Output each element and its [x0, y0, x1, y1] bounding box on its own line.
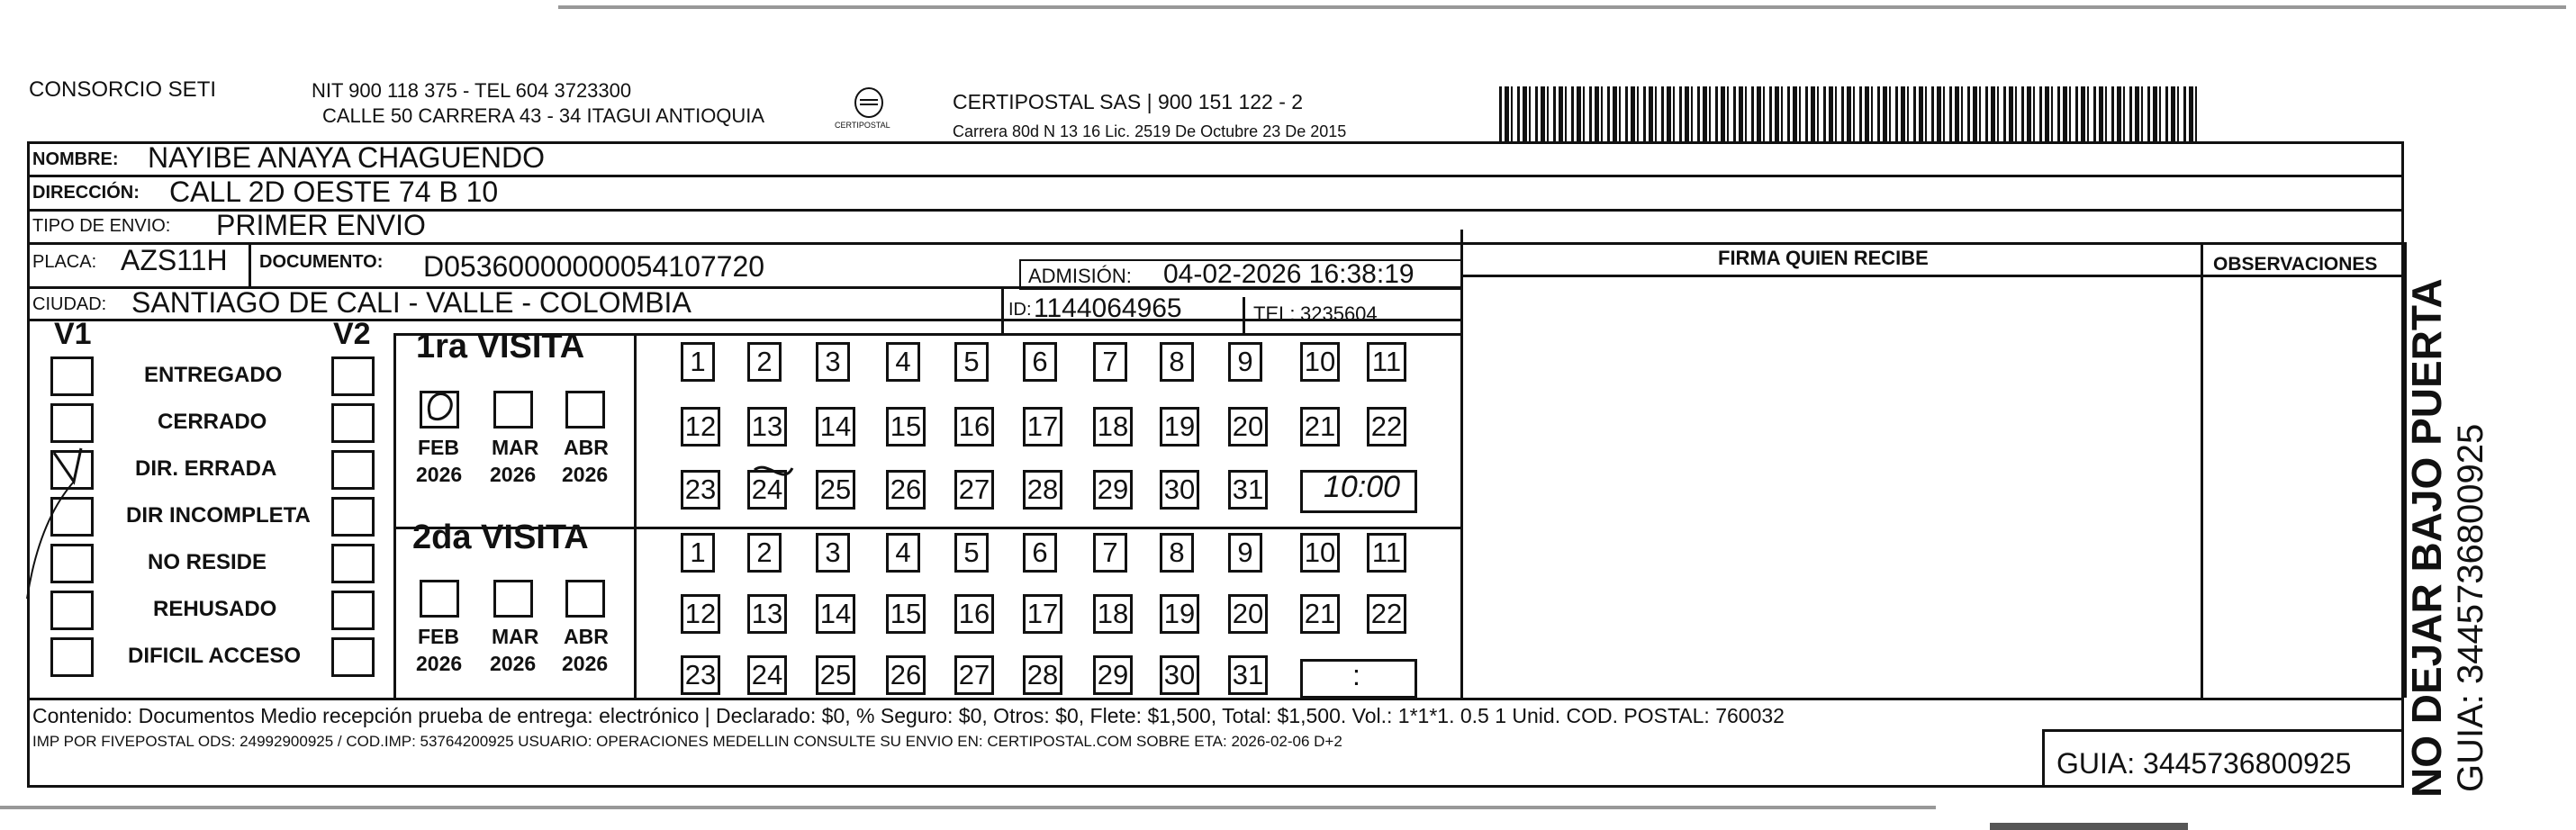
day-box[interactable]: 21	[1300, 594, 1340, 634]
day-box[interactable]: 21	[1300, 407, 1340, 447]
documento-label: DOCUMENTO:	[259, 252, 384, 272]
observaciones-header: OBSERVACIONES	[2213, 254, 2378, 275]
day-box[interactable]: 22	[1367, 594, 1406, 634]
day-box[interactable]: 17	[1023, 407, 1062, 447]
barcode	[1499, 86, 2201, 144]
status-label: ENTREGADO	[144, 363, 283, 387]
day-box[interactable]: 31	[1228, 470, 1268, 510]
day-box[interactable]: 18	[1093, 594, 1133, 634]
day-box[interactable]: 29	[1093, 655, 1133, 695]
day-box[interactable]: 22	[1367, 407, 1406, 447]
second-visit-heading: 2da VISITA	[412, 519, 589, 556]
day-box[interactable]: 7	[1093, 533, 1127, 573]
imp-text: IMP POR FIVEPOSTAL ODS: 24992900925 / COD.IMP: 53764200925 USUARIO: OPERACIONES MEDELLIN CONSULTE SU ENVIO EN: CERTIPOSTAL.COM SOBRE ETA: 2026-02-06 D+2	[32, 733, 1342, 750]
direccion-value: CALL 2D OESTE 74 B 10	[169, 176, 499, 208]
month-year: 2026	[562, 652, 609, 675]
day-box[interactable]: 23	[681, 470, 720, 510]
day-box[interactable]: 5	[954, 533, 989, 573]
day-box[interactable]: 10	[1300, 533, 1340, 573]
day-24-mark	[755, 467, 792, 474]
address-line: CALLE 50 CARRERA 43 - 34 ITAGUI ANTIOQUIA	[322, 104, 765, 127]
day-box[interactable]: 10	[1300, 342, 1340, 382]
day-box[interactable]: 1	[681, 342, 715, 382]
nombre-value: NAYIBE ANAYA CHAGUENDO	[148, 141, 545, 174]
tel-value: 3235604	[1300, 302, 1378, 325]
month-name: MAR	[492, 625, 539, 648]
day-box[interactable]: 2	[747, 342, 782, 382]
day-box[interactable]: 9	[1228, 342, 1262, 382]
contenido-text: Contenido: Documentos Medio recepción prueba de entrega: electrónico | Declarado: $0, % Seguro: $0, Otros: $0, Flete: $1,500, Total: $1,500. Vol.: 1*1*1. 0.5 1 Unid. COD. POSTAL: 760032	[32, 704, 1785, 727]
company-name: CONSORCIO SETI	[29, 77, 217, 102]
day-box[interactable]: 28	[1023, 655, 1062, 695]
day-box[interactable]: 30	[1160, 655, 1199, 695]
day-box[interactable]: 8	[1160, 533, 1194, 573]
day-box[interactable]: 8	[1160, 342, 1194, 382]
day-box[interactable]: 13	[747, 594, 787, 634]
day-box[interactable]: 6	[1023, 533, 1057, 573]
day-box[interactable]: 31	[1228, 655, 1268, 695]
day-box[interactable]: 24	[747, 470, 787, 510]
day-box[interactable]: 16	[954, 407, 994, 447]
month-year: 2026	[416, 463, 463, 486]
month-name: MAR	[492, 436, 539, 459]
day-box[interactable]: 15	[886, 594, 926, 634]
month-year: 2026	[490, 652, 537, 675]
nit-line: NIT 900 118 375 - TEL 604 3723300	[312, 79, 632, 102]
firma-header: FIRMA QUIEN RECIBE	[1718, 247, 1929, 269]
day-box[interactable]: 4	[886, 533, 920, 573]
day-box[interactable]: 15	[886, 407, 926, 447]
day-box[interactable]: 20	[1228, 407, 1268, 447]
dir-errada-check	[54, 448, 81, 482]
second-visit-time: :	[1352, 659, 1360, 691]
day-box[interactable]: 27	[954, 655, 994, 695]
footer-guia: GUIA: 3445736800925	[2056, 747, 2352, 780]
day-box[interactable]: 24	[747, 655, 787, 695]
status-label: NO RESIDE	[148, 550, 267, 574]
v2-label: V2	[333, 317, 371, 351]
direccion-label: DIRECCIÓN:	[32, 183, 140, 203]
day-box[interactable]: 19	[1160, 407, 1199, 447]
id-divider	[1001, 288, 1004, 333]
day-box[interactable]: 4	[886, 342, 920, 382]
month-year: 2026	[416, 652, 463, 675]
day-box[interactable]: 16	[954, 594, 994, 634]
scan-edge-bottom-right	[1990, 823, 2188, 830]
status-label: DIR INCOMPLETA	[126, 503, 311, 528]
admision-label: ADMISIÓN:	[1028, 265, 1132, 287]
day-box[interactable]: 11	[1367, 342, 1406, 382]
day-box[interactable]: 7	[1093, 342, 1127, 382]
month-name: ABR	[564, 436, 609, 459]
day-box[interactable]: 14	[816, 407, 855, 447]
month-year: 2026	[562, 463, 609, 486]
feb-mark	[429, 394, 451, 420]
status-label: REHUSADO	[153, 597, 277, 621]
ciudad-label: CIUDAD:	[32, 294, 107, 314]
status-label: DIR. ERRADA	[135, 456, 277, 481]
month-year: 2026	[490, 463, 537, 486]
status-label: DIFICIL ACCESO	[128, 644, 302, 668]
guia-top-line	[2042, 729, 2404, 732]
day-box[interactable]: 18	[1093, 407, 1133, 447]
day-box[interactable]: 3	[816, 342, 850, 382]
pen-stroke	[27, 482, 74, 599]
day-box[interactable]: 27	[954, 470, 994, 510]
day-box[interactable]: 6	[1023, 342, 1057, 382]
day-box[interactable]: 25	[816, 655, 855, 695]
placa-label: PLACA:	[32, 252, 97, 272]
first-visit-heading: 1ra VISITA	[416, 328, 585, 365]
observaciones-area[interactable]	[2206, 279, 2402, 695]
obs-divider	[2201, 242, 2203, 698]
day-box[interactable]: 20	[1228, 594, 1268, 634]
day-box[interactable]: 25	[816, 470, 855, 510]
firma-area[interactable]	[1466, 279, 2197, 695]
firma-left-divider	[1460, 230, 1463, 698]
nombre-label: NOMBRE:	[32, 149, 119, 169]
side-warning: NO DEJAR BAJO PUERTA	[2403, 278, 2450, 798]
tel-label: TEL:	[1253, 302, 1296, 325]
month-name: ABR	[564, 625, 609, 648]
day-box[interactable]: 9	[1228, 533, 1262, 573]
day-box[interactable]: 26	[886, 470, 926, 510]
id-label: ID:	[1008, 300, 1032, 320]
documento-value: D05360000000054107720	[423, 250, 765, 283]
day-box[interactable]: 17	[1023, 594, 1062, 634]
day-box[interactable]: 29	[1093, 470, 1133, 510]
certipostal-address: Carrera 80d N 13 16 Lic. 2519 De Octubre 23 De 2015	[953, 122, 1347, 140]
placa-value: AZS11H	[121, 244, 228, 276]
day-box[interactable]: 26	[886, 655, 926, 695]
side-guia: GUIA: 3445736800925	[2451, 423, 2490, 792]
admision-value: 04-02-2026 16:38:19	[1163, 259, 1415, 289]
status-label: CERRADO	[158, 410, 267, 434]
first-visit-time: 10:00	[1324, 470, 1401, 504]
day-box[interactable]: 13	[747, 407, 787, 447]
id-value: 1144064965	[1034, 293, 1182, 323]
day-box[interactable]: 3	[816, 533, 850, 573]
day-box[interactable]: 14	[816, 594, 855, 634]
day-box[interactable]: 30	[1160, 470, 1199, 510]
guia-divider	[2042, 729, 2045, 788]
day-box[interactable]: 11	[1367, 533, 1406, 573]
tipo-envio-label: TIPO DE ENVIO:	[32, 216, 171, 236]
certipostal-line: CERTIPOSTAL SAS | 900 151 122 - 2	[953, 90, 1304, 113]
day-box[interactable]: 12	[681, 407, 720, 447]
month-name: FEB	[418, 436, 459, 459]
day-box[interactable]: 12	[681, 594, 720, 634]
ciudad-value: SANTIAGO DE CALI - VALLE - COLOMBIA	[131, 286, 691, 319]
day-box[interactable]: 23	[681, 655, 720, 695]
month-name: FEB	[418, 625, 459, 648]
day-box[interactable]: 19	[1160, 594, 1199, 634]
day-box[interactable]: 5	[954, 342, 989, 382]
tipo-envio-value: PRIMER ENVIO	[216, 209, 426, 241]
day-box[interactable]: 1	[681, 533, 715, 573]
tel-divider	[1243, 297, 1245, 333]
day-box[interactable]: 28	[1023, 470, 1062, 510]
day-box[interactable]: 2	[747, 533, 782, 573]
v1-label: V1	[54, 317, 92, 351]
logo-text: CERTIPOSTAL	[835, 121, 890, 130]
